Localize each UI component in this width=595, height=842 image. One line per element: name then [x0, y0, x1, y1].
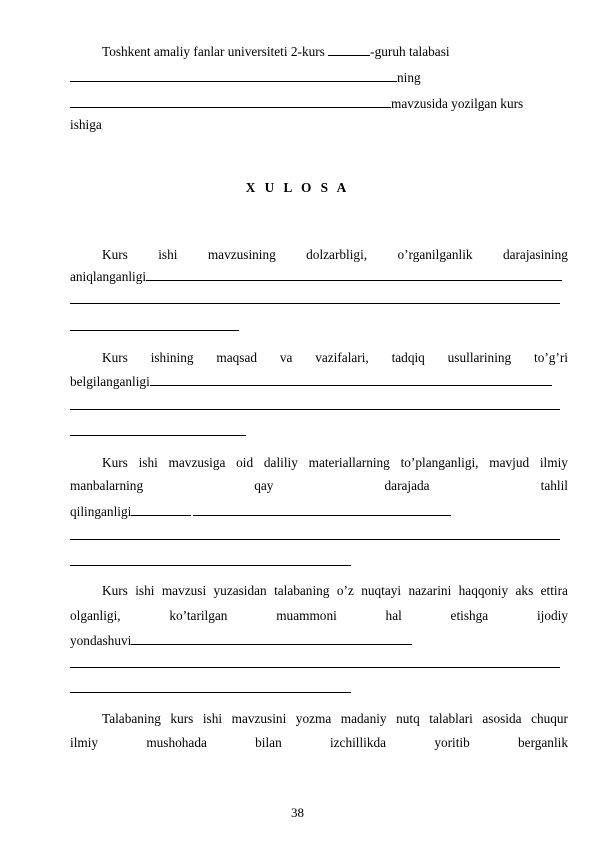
text-word: mavjud: [489, 455, 530, 470]
text-word: ishi: [138, 455, 158, 470]
text-word: mavzusini: [231, 711, 287, 726]
text-word: ilmiy: [539, 455, 568, 470]
text-word: dolzarbligi,: [306, 247, 368, 262]
para4-line-3: [70, 631, 412, 649]
text-word: izchillikda: [329, 735, 387, 750]
text-word: to’planganligi,: [400, 455, 479, 470]
para4-blank: [131, 631, 412, 645]
text-word: bilan: [255, 735, 282, 750]
text-word: tadqiq: [391, 350, 425, 365]
text-word: yuzasidan: [213, 583, 267, 598]
text-word: aks: [515, 583, 534, 598]
text-word: nazarini: [408, 583, 452, 598]
text-word: maqsad: [216, 350, 257, 365]
text-word: muammoni: [276, 608, 337, 623]
text-word: tahlil: [540, 478, 568, 493]
para2-line-1: [102, 350, 568, 366]
header-line-2: [70, 68, 421, 86]
para5-line-1: [102, 711, 568, 727]
para2-answer-line: [70, 409, 560, 410]
para2-answer-line: [70, 435, 246, 436]
group-suffix: -guruh talabasi: [370, 44, 450, 59]
para5-line-2: [70, 735, 568, 751]
text-word: belgilanganligi: [70, 374, 150, 389]
text-word: o’z: [336, 583, 354, 598]
text-word: aniqlanganligi: [70, 269, 147, 284]
text-word: haqqoniy: [458, 583, 509, 598]
text-word: oid: [236, 455, 254, 470]
text-word: ko’tarilgan: [169, 608, 228, 623]
text-word: va: [279, 350, 293, 365]
page-title: X U L O S A: [245, 180, 350, 195]
text-word: nuqtayi: [361, 583, 402, 598]
page-number: 38: [291, 805, 304, 820]
text-word: vazifalari,: [315, 350, 369, 365]
student-name-blank: [70, 68, 397, 82]
text-word: darajasining: [502, 247, 568, 262]
text-word: Kurs: [102, 455, 128, 470]
text-word: qay: [254, 478, 274, 493]
para1-blank: [146, 267, 562, 281]
topic-blank: [70, 94, 391, 108]
topic-suffix: mavzusida yozilgan kurs: [391, 96, 524, 111]
text-word: ilmiy: [70, 735, 99, 750]
text-word: yoritib: [434, 735, 470, 750]
para2-blank: [150, 372, 552, 386]
text-word: manbalarning: [70, 478, 144, 493]
text-word: hal: [385, 608, 402, 623]
text-word: mavzusining: [207, 247, 276, 262]
para3-answer-line: [70, 565, 351, 566]
para1-line-2: [70, 267, 562, 285]
para3-line-3: [70, 502, 451, 520]
text-word: Kurs: [102, 350, 128, 365]
header-line-3: [70, 94, 523, 112]
para3-blank: [193, 502, 451, 516]
text-word: Kurs: [102, 247, 128, 262]
text-word: nutq: [396, 711, 420, 726]
text-word: yondashuvi: [70, 633, 132, 648]
text-word: ishi: [202, 711, 223, 726]
text-word: kurs: [170, 711, 194, 726]
text-word: ishi: [158, 247, 178, 262]
para3-blank: [131, 502, 191, 516]
para3-answer-line: [70, 539, 560, 540]
header-line-1: [102, 42, 450, 60]
para4-line-2: [70, 608, 568, 624]
text-word: o’rganilganlik: [397, 247, 473, 262]
para1-answer-line: [70, 303, 560, 304]
text-word: qilinganligi: [70, 504, 132, 519]
para3-line-2: [70, 478, 568, 494]
text-word: madaniy: [340, 711, 387, 726]
para3-line-1: [102, 455, 568, 471]
text-word: yozma: [295, 711, 332, 726]
para4-line-1: [102, 583, 568, 599]
text-word: darajada: [384, 478, 430, 493]
text-word: Talabaning: [102, 711, 161, 726]
para1-answer-line: [70, 330, 239, 331]
header-line-4: ishiga: [70, 117, 102, 132]
text-word: chuqur: [531, 711, 568, 726]
text-word: mushohada: [146, 735, 207, 750]
text-word: etishga: [450, 608, 489, 623]
para1-line-1: [102, 247, 568, 263]
para4-answer-line: [70, 692, 351, 693]
text-word: olganligi,: [70, 608, 121, 623]
text-word: ettira: [540, 583, 568, 598]
para4-answer-line: [70, 667, 560, 668]
text-word: mavzusi: [161, 583, 207, 598]
para2-line-2: [70, 372, 552, 390]
text-word: talabaning: [274, 583, 330, 598]
text-word: talablari: [429, 711, 473, 726]
text-word: materiallarning: [308, 455, 390, 470]
text-word: mavzusiga: [168, 455, 226, 470]
student-suffix: ning: [397, 70, 421, 85]
text-word: berganlik: [518, 735, 568, 750]
text-word: usullarining: [447, 350, 512, 365]
text-word: daliliy: [263, 455, 298, 470]
text-word: ishining: [150, 350, 194, 365]
text-word: asosida: [482, 711, 522, 726]
university-text: Toshkent amaliy fanlar universiteti 2-kurs: [102, 44, 325, 59]
text-word: ijodiy: [536, 608, 568, 623]
group-blank: [328, 42, 370, 56]
text-word: to’g’ri: [534, 350, 568, 365]
text-word: ishi: [135, 583, 155, 598]
text-word: Kurs: [102, 583, 128, 598]
